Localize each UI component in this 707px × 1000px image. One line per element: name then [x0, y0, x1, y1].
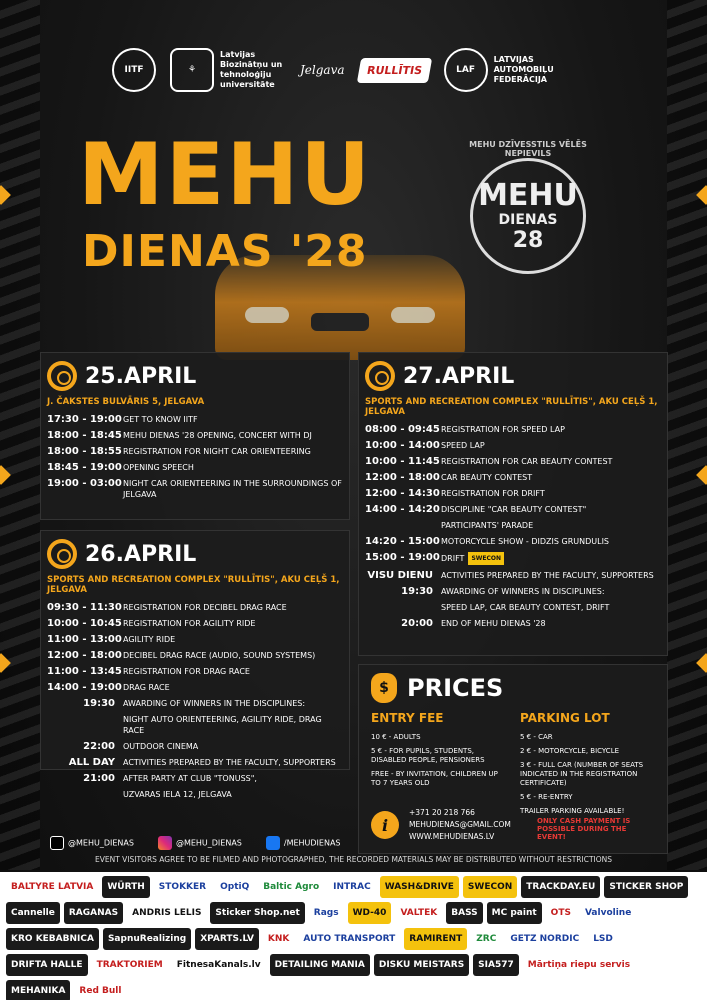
schedule-time: [365, 602, 441, 613]
sponsor-logo: Rags: [313, 908, 339, 918]
sponsor-logo: RAMIRENT: [404, 928, 467, 950]
schedule-row: [359, 437, 667, 453]
schedule-row: [41, 631, 349, 647]
contact-email[interactable]: MEHUDIENAS@GMAIL.COM: [409, 820, 511, 829]
sponsor-logo: STOKKER: [158, 882, 207, 892]
laf-name: LATVIJAS AUTOMOBIĻU FEDERĀCIJA: [493, 55, 554, 84]
sponsor-logo: MEHANIKA: [6, 980, 70, 1000]
sponsor-logo: MC paint: [487, 902, 542, 924]
rullitis-logo: [359, 58, 430, 83]
schedule-row: [41, 770, 349, 786]
day-location: SPORTS AND RECREATION COMPLEX "RULLĪTIS", AKU CEĻŠ 1, JELGAVA: [47, 575, 340, 595]
tiktok-link[interactable]: [50, 836, 134, 850]
schedule-desc: [123, 618, 343, 629]
badge-arc-text: MEHU DZĪVESSTILS VĒLĒS NEPIEVILS: [469, 140, 587, 158]
schedule-desc-text: NIGHT CAR ORIENTEERING IN THE SURROUNDINGS OF JELGAVA: [123, 478, 342, 499]
schedule-time: 09:30 - 11:30: [47, 601, 122, 613]
schedule-row: [41, 647, 349, 663]
schedule-list: [359, 421, 667, 631]
schedule-row: [359, 599, 667, 615]
sponsor-logo: Red Bull: [79, 986, 122, 996]
schedule-desc: [123, 757, 343, 768]
schedule-desc: [123, 773, 343, 784]
schedule-row: [359, 501, 667, 517]
schedule-desc: [123, 446, 343, 457]
schedule-desc-text: AWARDING OF WINNERS IN DISCIPLINES:: [441, 586, 605, 596]
sponsor-logo: WD-40: [348, 902, 392, 924]
schedule-desc: [441, 520, 661, 531]
schedule-time: 19:30: [83, 697, 115, 709]
schedule-row: [359, 533, 667, 549]
schedule-row: [359, 485, 667, 501]
sponsor-logo: KRO KEBABNICA: [6, 928, 99, 950]
schedule-desc-text: MEHU DIENAS '28 OPENING, CONCERT WITH DJ: [123, 430, 312, 440]
schedule-time: 12:00 - 18:00: [47, 649, 122, 661]
schedule-row: [41, 711, 349, 738]
schedule-desc: [123, 414, 343, 425]
sponsor-logo: ZRC: [476, 934, 497, 944]
schedule-desc-text: ACTIVITIES PREPARED BY THE FACULTY, SUPPORTERS: [441, 570, 654, 580]
schedule-desc-text: REGISTRATION FOR NIGHT CAR ORIENTEERING: [123, 446, 311, 456]
price-item: 5 € - FOR PUPILS, STUDENTS, DISABLED PEOPLE, PENSIONERS: [371, 747, 485, 764]
schedule-row: [359, 517, 667, 533]
day-location: SPORTS AND RECREATION COMPLEX "RULLĪTIS", AKU CEĻŠ 1, JELGAVA: [365, 397, 658, 417]
schedule-desc: [123, 698, 343, 709]
sponsor-logo: Valvoline: [584, 908, 632, 918]
schedule-row: [41, 411, 349, 427]
rullitis-label: RULLĪTIS: [356, 58, 431, 83]
sponsor-logo: TRACKDAY.EU: [521, 876, 600, 898]
sponsor-logo: DETAILING MANIA: [270, 954, 370, 976]
schedule-row: [359, 583, 667, 599]
schedule-row: [41, 754, 349, 770]
schedule-list: [41, 599, 349, 802]
schedule-time: 12:00 - 18:00: [365, 471, 440, 483]
entry-fee-heading: ENTRY FEE: [371, 711, 444, 725]
schedule-time: 14:00 - 14:20: [365, 503, 440, 515]
money-bag-icon: $: [371, 673, 397, 703]
university-logo: [170, 48, 286, 92]
schedule-desc: [123, 789, 343, 800]
facebook-link[interactable]: [266, 836, 341, 850]
schedule-desc: [441, 456, 661, 467]
sponsor-logo: WÜRTH: [102, 876, 149, 898]
sponsor-logo: DRIFTA HALLE: [6, 954, 88, 976]
schedule-desc: [441, 424, 661, 435]
schedule-desc: [123, 634, 343, 645]
sponsor-logo: FitnesaKanals.lv: [176, 960, 261, 970]
schedule-row: [41, 443, 349, 459]
schedule-time: 10:00 - 11:45: [365, 455, 440, 467]
schedule-desc: [123, 714, 343, 736]
schedule-desc-text: DECIBEL DRAG RACE (AUDIO, SOUND SYSTEMS): [123, 650, 316, 660]
schedule-desc-text: END OF MEHU DIENAS '28: [441, 618, 546, 628]
price-item: 10 € - ADULTS: [371, 733, 421, 741]
schedule-row: [41, 459, 349, 475]
day-date: 27.APRIL: [403, 363, 515, 389]
jelgava-logo: [300, 63, 345, 77]
instagram-link[interactable]: [158, 836, 242, 850]
schedule-desc-text: SPEED LAP, CAR BEAUTY CONTEST, DRIFT: [441, 602, 610, 612]
schedule-desc-text: NIGHT AUTO ORIENTEERING, AGILITY RIDE, DRAG RACE: [123, 714, 322, 735]
laf-logo: [444, 48, 560, 92]
schedule-desc: [441, 552, 661, 565]
schedule-desc: [123, 478, 343, 500]
sponsor-logo: KNK: [267, 934, 290, 944]
event-title: MEHU: [78, 125, 373, 225]
prices-heading: PRICES: [407, 674, 504, 702]
schedule-time: 15:00 - 19:00: [365, 551, 440, 563]
price-item: 3 € - FULL CAR (NUMBER OF SEATS INDICATED IN THE REGISTRATION CERTIFICATE): [520, 761, 644, 787]
schedule-row: [359, 469, 667, 485]
iitf-label: IITF: [124, 65, 144, 75]
schedule-desc-text: REGISTRATION FOR DECIBEL DRAG RACE: [123, 602, 287, 612]
badge-middle: DIENAS: [498, 211, 558, 228]
schedule-row: [359, 549, 667, 567]
schedule-desc-text: AWARDING OF WINNERS IN THE DISCIPLINES:: [123, 698, 306, 708]
schedule-time: 11:00 - 13:00: [47, 633, 122, 645]
sponsor-logo: LSD: [593, 934, 613, 944]
schedule-time: 10:00 - 14:00: [365, 439, 440, 451]
schedule-time: 18:00 - 18:55: [47, 445, 122, 457]
schedule-desc: [441, 536, 661, 547]
social-links: [50, 836, 341, 850]
facebook-icon: [266, 836, 280, 850]
price-item: 5 € - CAR: [520, 733, 553, 741]
price-item: 2 € - MOTORCYCLE, BICYCLE: [520, 747, 620, 755]
sponsor-logo: SIA577: [473, 954, 519, 976]
headlight-right: [391, 307, 435, 323]
schedule-list: [41, 411, 349, 502]
day-date: 26.APRIL: [85, 541, 197, 567]
schedule-time: 19:30: [401, 585, 433, 597]
sponsor-logo: Sticker Shop.net: [210, 902, 304, 924]
schedule-time: 10:00 - 10:45: [47, 617, 122, 629]
schedule-desc: [441, 570, 661, 581]
sponsor-logo: OptiQ: [220, 882, 250, 892]
swecon-badge: SWECON: [468, 552, 504, 565]
schedule-row: [359, 567, 667, 583]
schedule-day-3: [358, 352, 668, 656]
sponsor-logo: GETZ NORDIC: [510, 934, 580, 944]
schedule-desc-text: ACTIVITIES PREPARED BY THE FACULTY, SUPPORTERS: [123, 757, 336, 767]
schedule-row: [41, 695, 349, 711]
schedule-row: [41, 738, 349, 754]
sponsor-logo: RAGANAS: [64, 902, 123, 924]
wheat-icon: ⚘: [170, 48, 214, 92]
schedule-desc-text: OPENING SPEECH: [123, 462, 194, 472]
schedule-desc-text: REGISTRATION FOR CAR BEAUTY CONTEST: [441, 456, 613, 466]
schedule-desc: [123, 430, 343, 441]
schedule-desc-text: PARTICIPANTS' PARADE: [441, 520, 534, 530]
sponsor-logo: OTS: [550, 908, 571, 918]
info-icon: i: [371, 811, 399, 839]
schedule-desc-text: AGILITY RIDE: [123, 634, 176, 644]
schedule-time: 08:00 - 09:45: [365, 423, 440, 435]
schedule-desc-text: MOTORCYCLE SHOW - DIDZIS GRUNDULIS: [441, 536, 609, 546]
contact-phone[interactable]: +371 20 218 766: [409, 808, 475, 817]
sponsor-logo: SWECON: [463, 876, 517, 898]
tire-tread-left: [0, 0, 40, 870]
schedule-row: [359, 615, 667, 631]
schedule-time: [47, 714, 123, 736]
parking-heading: PARKING LOT: [520, 711, 610, 725]
tire-icon: [47, 361, 77, 391]
day-date: 25.APRIL: [85, 363, 197, 389]
schedule-row: [41, 475, 349, 502]
tire-icon: [47, 539, 77, 569]
schedule-row: [41, 427, 349, 443]
schedule-time: 18:00 - 18:45: [47, 429, 122, 441]
contact-block: [359, 803, 523, 847]
schedule-desc: [123, 741, 343, 752]
instagram-handle: @MEHU_DIENAS: [175, 838, 242, 848]
price-item: FREE - BY INVITATION, CHILDREN UP TO 7 YEARS OLD: [371, 770, 498, 787]
sponsor-logo: BALTYRE LATVIA: [11, 882, 94, 892]
schedule-time: 14:20 - 15:00: [365, 535, 440, 547]
schedule-time: 20:00: [401, 617, 433, 629]
disclaimer: EVENT VISITORS AGREE TO BE FILMED AND PHOTOGRAPHED, THE RECORDED MATERIALS MAY BE DISTRIBUTED WITHOUT RESTRICTIONS: [94, 855, 613, 864]
sponsor-logo: Mārtiņa riepu servis: [527, 960, 631, 970]
tire-icon: [365, 361, 395, 391]
event-badge: [448, 140, 608, 280]
contact-website[interactable]: WWW.MEHUDIENAS.LV: [409, 832, 495, 841]
sponsor-logo: STICKER SHOP: [604, 876, 688, 898]
schedule-desc: [441, 618, 661, 629]
gear-icon: [112, 48, 156, 92]
schedule-row: [41, 615, 349, 631]
schedule-desc-text: UZVARAS IELA 12, JELGAVA: [123, 789, 232, 799]
price-item: TRAILER PARKING AVAILABLE!: [520, 807, 625, 815]
schedule-desc-text: REGISTRATION FOR AGILITY RIDE: [123, 618, 256, 628]
schedule-desc-text: REGISTRATION FOR DRIFT: [441, 488, 545, 498]
sponsor-logo: TRAKTORIEM: [96, 960, 163, 970]
schedule-time: VISU DIENU: [367, 569, 433, 581]
schedule-row: [359, 421, 667, 437]
prices-panel: [358, 664, 668, 854]
sponsor-logo: ANDRIS LELIS: [132, 908, 202, 918]
sponsor-logo: DISKU MEISTARS: [374, 954, 469, 976]
schedule-desc-text: SPEED LAP: [441, 440, 485, 450]
schedule-row: [41, 679, 349, 695]
schedule-time: 17:30 - 19:00: [47, 413, 122, 425]
schedule-desc-text: DRIFT: [441, 553, 465, 563]
partner-logos: [112, 42, 592, 98]
schedule-desc: [123, 602, 343, 613]
headlight-left: [245, 307, 289, 323]
sponsor-logo: BASS: [446, 902, 482, 924]
laf-mark: LAF: [444, 48, 488, 92]
sponsor-logo: XPARTS.LV: [195, 928, 259, 950]
schedule-row: [359, 453, 667, 469]
schedule-desc-text: REGISTRATION FOR DRAG RACE: [123, 666, 250, 676]
schedule-time: [47, 789, 123, 800]
iitf-logo: [112, 48, 156, 92]
schedule-time: 11:00 - 13:45: [47, 665, 122, 677]
badge-top: MEHU: [478, 177, 578, 213]
schedule-row: [41, 663, 349, 679]
tiktok-handle: @MEHU_DIENAS: [68, 838, 134, 848]
sponsor-logo: WASH&DRIVE: [380, 876, 459, 898]
university-name: Latvijas Biozinātņu un tehnoloģiju universitāte: [220, 50, 283, 89]
schedule-time: 22:00: [83, 740, 115, 752]
schedule-time: 18:45 - 19:00: [47, 461, 122, 473]
sponsor-logo: SapnuRealizing: [103, 928, 191, 950]
sponsor-logo: Cannelle: [6, 902, 60, 924]
schedule-row: [41, 786, 349, 802]
schedule-desc: [441, 472, 661, 483]
schedule-time: [365, 520, 441, 531]
schedule-desc-text: REGISTRATION FOR SPEED LAP: [441, 424, 565, 434]
schedule-time: 19:00 - 03:00: [47, 477, 122, 489]
instagram-icon: [158, 836, 172, 850]
schedule-desc-text: OUTDOOR CINEMA: [123, 741, 199, 751]
schedule-time: 14:00 - 19:00: [47, 681, 122, 693]
schedule-desc: [441, 602, 661, 613]
schedule-desc-text: AFTER PARTY AT CLUB "TONUSS",: [123, 773, 257, 783]
schedule-desc-text: DISCIPLINE "CAR BEAUTY CONTEST": [441, 504, 587, 514]
schedule-desc: [441, 586, 661, 597]
schedule-desc: [123, 462, 343, 473]
sponsor-logo: Baltic Agro: [263, 882, 320, 892]
sponsor-logo: INTRAC: [333, 882, 371, 892]
event-subtitle: DIENAS '28: [82, 226, 368, 277]
sponsor-logo: VALTEK: [400, 908, 438, 918]
schedule-desc: [123, 666, 343, 677]
parking-column: [520, 711, 655, 821]
schedule-row: [41, 599, 349, 615]
sponsor-logos: [0, 872, 707, 1000]
car-grille: [311, 313, 369, 331]
day-location: J. ČAKSTES BULVĀRIS 5, JELGAVA: [47, 397, 205, 407]
schedule-desc-text: CAR BEAUTY CONTEST: [441, 472, 533, 482]
schedule-desc-text: GET TO KNOW IITF: [123, 414, 198, 424]
schedule-day-1: [40, 352, 350, 520]
sponsor-logo: AUTO TRANSPORT: [303, 934, 396, 944]
price-item: 5 € - RE-ENTRY: [520, 793, 573, 801]
schedule-desc: [123, 650, 343, 661]
tire-tread-right: [667, 0, 707, 870]
jelgava-label: Jelgava: [300, 63, 345, 77]
tiktok-icon: [50, 836, 64, 850]
schedule-desc-text: DRAG RACE: [123, 682, 170, 692]
schedule-day-2: [40, 530, 350, 799]
schedule-time: ALL DAY: [68, 756, 115, 768]
facebook-handle: /MEHUDIENAS: [283, 838, 341, 848]
cash-warning: ONLY CASH PAYMENT IS POSSIBLE DURING THE EVENT!: [537, 817, 631, 841]
schedule-desc: [441, 504, 661, 515]
schedule-desc: [441, 440, 661, 451]
schedule-time: 12:00 - 14:30: [365, 487, 440, 499]
wrench-emblem-icon: [470, 158, 586, 274]
schedule-desc: [441, 488, 661, 499]
badge-bottom: 28: [512, 227, 544, 253]
schedule-desc: [123, 682, 343, 693]
schedule-time: 21:00: [83, 772, 115, 784]
